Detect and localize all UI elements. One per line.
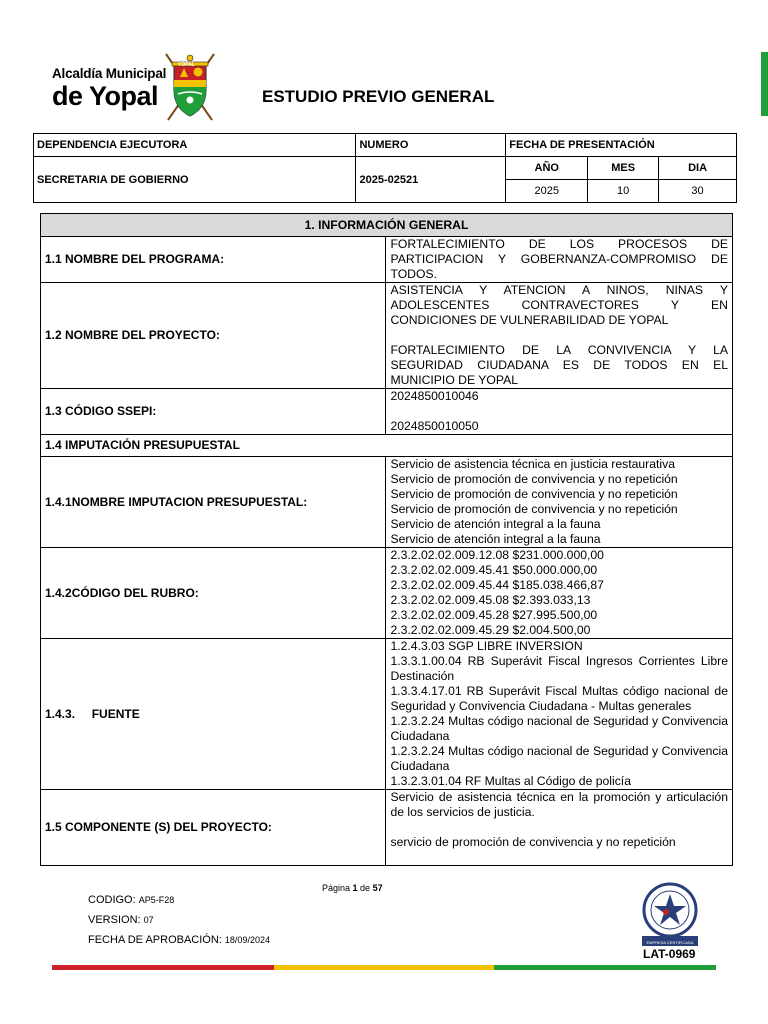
fuente-value <box>386 639 733 790</box>
ssepi-value-1: 2024850010046 <box>390 389 479 403</box>
rubro-line: 2.3.2.02.02.009.45.29 $2.004.500,00 <box>390 623 591 637</box>
seal-caption: EMPRESA CERTIFICADA <box>646 940 694 945</box>
section-title: 1. INFORMACIÓN GENERAL <box>41 214 733 237</box>
ssepi-label: 1.3 CÓDIGO SSEPI: <box>41 389 386 435</box>
certification-code: LAT-0969 <box>643 947 696 961</box>
imputacion-label: 1.4 IMPUTACIÓN PRESUPUESTAL <box>41 435 733 457</box>
rubro-label: 1.4.2CÓDIGO DEL RUBRO: <box>41 548 386 639</box>
rubro-line: 2.3.2.02.02.009.45.08 $2.393.033,13 <box>390 593 591 607</box>
fecha-label: FECHA DE PRESENTACIÓN <box>506 134 737 157</box>
fuente-line: 1.3.3.1.00.04 RB Superávit Fiscal Ingresos Corrientes Libre Destinación <box>390 654 728 683</box>
numero-value: 2025-02521 <box>356 157 506 203</box>
proyecto-value <box>386 283 733 389</box>
ssepi-value <box>386 389 733 435</box>
footer-fecha-aprobacion: FECHA DE APROBACIÓN: 18/09/2024 <box>88 934 270 946</box>
imputacion-line: Servicio de asistencia técnica en justicia restaurativa <box>390 457 675 471</box>
componente-label: 1.5 COMPONENTE (S) DEL PROYECTO: <box>41 790 386 866</box>
document-title: ESTUDIO PREVIO GENERAL <box>262 87 495 106</box>
imputacion-line: Servicio de promoción de convivencia y no repetición <box>390 472 678 486</box>
page-current: 1 <box>352 883 358 893</box>
fuente-line: 1.3.2.3.01.04 RF Multas al Código de policía <box>390 774 631 788</box>
programa-label: 1.1 NOMBRE DEL PROGRAMA: <box>41 237 386 283</box>
crest-label: YOPAL <box>178 62 195 68</box>
imputacion-line: Servicio de atención integral a la fauna <box>390 517 601 531</box>
rubro-value <box>386 548 733 639</box>
municipality-logo-text <box>52 67 166 110</box>
rubro-line: 2.3.2.02.02.009.45.41 $50.000.000,00 <box>390 563 598 577</box>
componente-value-2: servicio de promoción de convivencia y no repetición <box>390 835 676 849</box>
general-info-table <box>40 213 733 866</box>
logo-line-1: Alcaldía Municipal <box>52 66 167 81</box>
fuente-line: 1.3.3.4.17.01 RB Superávit Fiscal Multas código nacional de Seguridad y Convivencia Ciudadana - Multas generales <box>390 684 728 713</box>
componente-value-1: Servicio de asistencia técnica en la promoción y articulación de los servicios de justicia. <box>390 790 728 819</box>
nombre-imputacion-value <box>386 457 733 548</box>
page-total: 57 <box>372 883 383 893</box>
mes-label: MES <box>588 157 659 180</box>
ano-value: 2025 <box>506 180 588 203</box>
dependencia-label: DEPENDENCIA EJECUTORA <box>34 134 356 157</box>
fuente-line: 1.2.3.2.24 Multas código nacional de Seguridad y Convivencia Ciudadana <box>390 744 728 773</box>
header-table <box>33 133 737 203</box>
rubro-line: 2.3.2.02.02.009.12.08 $231.000.000,00 <box>390 548 604 562</box>
proyecto-label: 1.2 NOMBRE DEL PROYECTO: <box>41 283 386 389</box>
dependencia-value: SECRETARIA DE GOBIERNO <box>34 157 356 203</box>
rubro-line: 2.3.2.02.02.009.45.44 $185.038.466,87 <box>390 578 604 592</box>
footer-version: VERSION: 07 <box>88 914 154 926</box>
mes-value: 10 <box>588 180 659 203</box>
proyecto-value-2: FORTALECIMIENTO DE LA CONVIVENCIA Y LA SEGURIDAD CIUDADANA ES DE TODOS EN EL MUNICIPIO DE YOPAL <box>390 343 728 387</box>
logo-line-2: de Yopal <box>52 80 159 111</box>
ano-label: AÑO <box>506 157 588 180</box>
imputacion-line: Servicio de promoción de convivencia y no repetición <box>390 487 678 501</box>
imputacion-line: Servicio de atención integral a la fauna <box>390 532 601 546</box>
rubro-line: 2.3.2.02.02.009.45.28 $27.995.500,00 <box>390 608 598 622</box>
numero-label: NUMERO <box>356 134 506 157</box>
dia-value: 30 <box>659 180 737 203</box>
componente-value <box>386 790 733 866</box>
footer-codigo: CODIGO: AP5-F28 <box>88 894 175 906</box>
proyecto-value-1: ASISTENCIA Y ATENCION A NINOS, NINAS Y ADOLESCENTES CONTRAVECTORES Y EN CONDICIONES DE VULNERABILIDAD DE YOPAL <box>390 283 728 327</box>
brand-accent-bar <box>761 52 768 116</box>
stripe-red <box>52 965 274 970</box>
fuente-label: 1.4.3. FUENTE <box>41 639 386 790</box>
imputacion-line: Servicio de promoción de convivencia y no repetición <box>390 502 678 516</box>
fuente-line: 1.2.3.2.24 Multas código nacional de Seguridad y Convivencia Ciudadana <box>390 714 728 743</box>
fuente-line: 1.2.4.3.03 SGP LIBRE INVERSION <box>390 639 583 653</box>
nombre-imputacion-label: 1.4.1NOMBRE IMPUTACION PRESUPUESTAL: <box>41 457 386 548</box>
coat-of-arms-icon <box>160 50 220 122</box>
stripe-green <box>494 965 716 970</box>
page-number: Página 1 de 57 <box>322 883 383 893</box>
ssepi-value-2: 2024850010050 <box>390 419 479 433</box>
dia-label: DIA <box>659 157 737 180</box>
programa-value: FORTALECIMIENTO DE LOS PROCESOS DE PARTICIPACION Y GOBERNANZA-COMPROMISO DE TODOS. <box>386 237 733 283</box>
stripe-yellow <box>274 965 494 970</box>
